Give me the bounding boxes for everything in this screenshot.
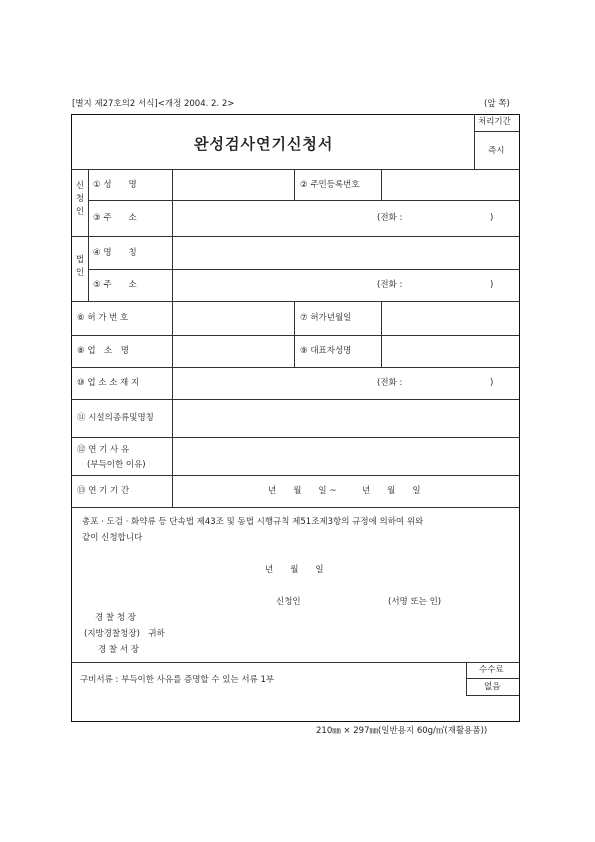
corporation-group-label: 법인	[75, 255, 85, 278]
addressee-station-chief: 경 찰 서 장	[98, 645, 139, 655]
divider	[474, 131, 519, 132]
fee-label: 수수료	[479, 665, 504, 675]
divider	[294, 301, 295, 367]
phone-close: )	[490, 280, 494, 290]
fee-value: 없음	[484, 682, 501, 692]
processing-period-value: 즉시	[488, 146, 505, 156]
applicant-signature-label: 신청인	[276, 597, 301, 607]
reason-field[interactable]	[173, 438, 518, 474]
divider	[294, 169, 295, 200]
divider	[466, 695, 519, 696]
phone-close: )	[490, 213, 494, 223]
divider	[474, 114, 475, 169]
rrn-field[interactable]	[382, 170, 518, 199]
business-address-field[interactable]	[173, 368, 373, 398]
rep-name-field[interactable]	[382, 336, 518, 366]
statement-line1: 총포 · 도검 · 화약류 등 단속법 제43조 및 동법 시행규칙 제51조제3항의 규정에 의하여 위와	[82, 517, 424, 527]
application-date: 년 월 일	[265, 565, 324, 575]
applicant-name-field[interactable]	[173, 170, 293, 199]
border-right	[519, 114, 520, 721]
period-value: 년 월 일 ~ 년 월 일	[268, 486, 421, 496]
divider	[466, 678, 519, 679]
reason-label: ⑫ 연 기 사 유	[77, 445, 130, 455]
phone-label: (전화 :	[377, 378, 403, 388]
facility-label: ⑪ 시설의종류및명칭	[77, 413, 154, 423]
border-top	[71, 114, 520, 115]
border-bottom	[71, 721, 520, 722]
statement-line2: 같이 신청합니다	[82, 533, 143, 543]
addressee-police-commissioner: 경 찰 청 장	[95, 613, 136, 623]
corp-address-field[interactable]	[173, 270, 373, 300]
border-left	[71, 114, 72, 721]
form-title: 완성검사연기신청서	[194, 135, 334, 153]
addressee-provincial: (지방경찰청장) 귀하	[84, 629, 165, 639]
divider	[71, 507, 519, 508]
rep-name-label: ⑨ 대표자성명	[300, 346, 352, 356]
facility-field[interactable]	[173, 400, 518, 436]
name-label: ① 성 명	[93, 180, 137, 190]
reason-sublabel: (부득이한 이유)	[87, 460, 146, 470]
divider	[71, 662, 519, 663]
applicant-address-field[interactable]	[173, 201, 373, 235]
address-label: ③ 주 소	[93, 213, 137, 223]
business-name-label: ⑧ 업 소 명	[77, 346, 129, 356]
permit-date-field[interactable]	[382, 302, 518, 334]
permit-date-label: ⑦ 허가년월일	[300, 313, 352, 323]
processing-period-label: 처리기간	[478, 117, 511, 127]
signature-note: (서명 또는 인)	[388, 597, 442, 607]
divider	[88, 169, 89, 301]
applicant-group-label: 신청인	[75, 181, 85, 217]
required-documents: 구비서류 : 부득이한 사유를 증명할 수 있는 서류 1부	[80, 675, 275, 685]
business-name-field[interactable]	[173, 336, 293, 366]
page-side-label: (앞 쪽)	[484, 99, 510, 109]
corp-name-field[interactable]	[173, 237, 518, 268]
permit-no-field[interactable]	[173, 302, 293, 334]
period-label: ⑬ 연 기 기 간	[77, 486, 130, 496]
corp-address-label: ⑤ 주 소	[93, 280, 137, 290]
rrn-label: ② 주민등록번호	[300, 180, 360, 190]
permit-no-label: ⑥ 허 가 번 호	[77, 313, 129, 323]
corp-name-label: ④ 명 칭	[93, 248, 137, 258]
form-reference: [별지 제27호의2 서식]<개정 2004. 2. 2>	[72, 99, 235, 109]
phone-label: (전화 :	[377, 280, 403, 290]
phone-close: )	[490, 378, 494, 388]
divider	[71, 475, 519, 476]
phone-label: (전화 :	[377, 213, 403, 223]
paper-spec-footer: 210㎜ × 297㎜(일반용지 60g/㎡(재활용품))	[316, 726, 488, 736]
business-address-label: ⑩ 업 소 소 재 지	[77, 378, 140, 388]
